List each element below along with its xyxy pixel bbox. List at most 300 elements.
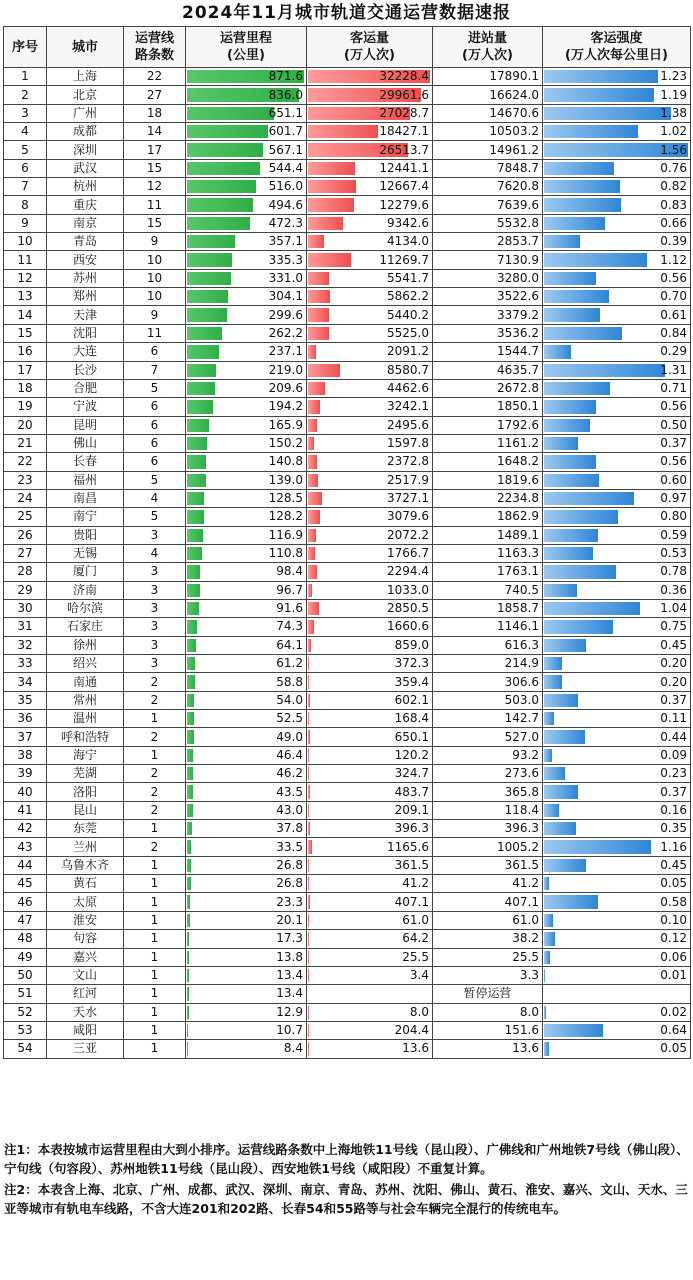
entries-cell: 616.3	[433, 636, 543, 654]
intensity-cell	[543, 985, 691, 1003]
ridership-cell	[307, 159, 433, 177]
mileage-cell-value: 110.8	[268, 546, 303, 561]
intensity-cell-value: 0.84	[660, 325, 687, 340]
ridership-cell-value: 2517.9	[387, 472, 429, 487]
intensity-cell	[543, 636, 691, 654]
city-name: 文山	[47, 966, 124, 984]
mileage-cell	[186, 728, 307, 746]
entries-cell: 118.4	[433, 801, 543, 819]
city-name: 合肥	[47, 379, 124, 397]
intensity-cell-value: 0.02	[660, 1004, 687, 1019]
row-number: 10	[4, 233, 47, 251]
table-row	[4, 875, 691, 893]
city-name: 贵阳	[47, 526, 124, 544]
ridership-cell	[307, 636, 433, 654]
ridership-cell-value: 1597.8	[387, 436, 429, 451]
ridership-cell	[307, 104, 433, 122]
table-row	[4, 68, 691, 86]
city-name: 红河	[47, 985, 124, 1003]
city-name: 北京	[47, 86, 124, 104]
city-name: 武汉	[47, 159, 124, 177]
line-count: 27	[124, 86, 186, 104]
entries-cell: 2853.7	[433, 233, 543, 251]
row-number: 13	[4, 288, 47, 306]
row-number: 23	[4, 471, 47, 489]
entries-cell: 740.5	[433, 581, 543, 599]
mileage-cell	[186, 911, 307, 929]
line-count: 10	[124, 251, 186, 269]
row-number: 21	[4, 434, 47, 452]
intensity-cell-value: 0.20	[660, 656, 687, 671]
ridership-cell-value: 4134.0	[387, 234, 429, 249]
mileage-cell-value: 33.5	[276, 839, 303, 854]
row-number: 12	[4, 269, 47, 287]
ridership-cell	[307, 416, 433, 434]
row-number: 42	[4, 820, 47, 838]
intensity-cell-value: 1.31	[660, 362, 687, 377]
table-row	[4, 691, 691, 709]
intensity-cell-value: 0.12	[660, 931, 687, 946]
intensity-cell	[543, 526, 691, 544]
table-row	[4, 196, 691, 214]
ridership-cell	[307, 783, 433, 801]
entries-cell: 1161.2	[433, 434, 543, 452]
city-name: 西安	[47, 251, 124, 269]
entries-cell: 8.0	[433, 1003, 543, 1021]
ridership-cell	[307, 673, 433, 691]
ridership-cell-value: 396.3	[394, 821, 429, 836]
intensity-cell-value: 0.05	[660, 876, 687, 891]
intensity-cell-value: 1.23	[660, 69, 687, 84]
ridership-cell-value: 3.4	[409, 968, 429, 983]
intensity-cell	[543, 691, 691, 709]
ridership-cell-value: 650.1	[394, 729, 429, 744]
row-number: 35	[4, 691, 47, 709]
table-row	[4, 911, 691, 929]
entries-cell: 2672.8	[433, 379, 543, 397]
mileage-cell-value: 567.1	[268, 142, 303, 157]
ridership-cell-value: 5541.7	[387, 270, 429, 285]
intensity-cell	[543, 544, 691, 562]
mileage-cell-value: 128.2	[268, 509, 303, 524]
ridership-cell-value: 5862.2	[387, 289, 429, 304]
ridership-cell	[307, 398, 433, 416]
ridership-cell-value: 2294.4	[387, 564, 429, 579]
table-row	[4, 746, 691, 764]
ridership-cell	[307, 893, 433, 911]
mileage-cell	[186, 1021, 307, 1039]
entries-cell: 361.5	[433, 856, 543, 874]
intensity-cell-value: 0.80	[660, 509, 687, 524]
intensity-cell-value: 0.97	[660, 491, 687, 506]
row-number: 40	[4, 783, 47, 801]
ridership-cell-value: 64.2	[402, 931, 429, 946]
city-name: 乌鲁木齐	[47, 856, 124, 874]
line-count: 15	[124, 159, 186, 177]
line-count: 5	[124, 508, 186, 526]
mileage-cell	[186, 196, 307, 214]
intensity-cell-value: 0.70	[660, 289, 687, 304]
mileage-cell-value: 836.0	[268, 87, 303, 102]
mileage-cell	[186, 141, 307, 159]
line-count: 3	[124, 563, 186, 581]
ridership-cell	[307, 728, 433, 746]
intensity-cell	[543, 1040, 691, 1058]
ridership-cell-value: 361.5	[394, 857, 429, 872]
table-row	[4, 141, 691, 159]
entries-cell: 407.1	[433, 893, 543, 911]
row-number: 39	[4, 765, 47, 783]
line-count: 3	[124, 581, 186, 599]
line-count: 1	[124, 985, 186, 1003]
intensity-cell-value: 1.16	[660, 839, 687, 854]
line-count: 6	[124, 398, 186, 416]
intensity-cell-value: 0.36	[660, 582, 687, 597]
mileage-cell	[186, 544, 307, 562]
intensity-cell	[543, 728, 691, 746]
table-row	[4, 655, 691, 673]
line-count: 3	[124, 599, 186, 617]
line-count: 2	[124, 728, 186, 746]
ridership-cell-value: 1766.7	[387, 546, 429, 561]
intensity-cell-value: 0.16	[660, 802, 687, 817]
ridership-cell	[307, 1003, 433, 1021]
ridership-cell	[307, 141, 433, 159]
mileage-cell-value: 10.7	[276, 1023, 303, 1038]
mileage-cell	[186, 398, 307, 416]
ridership-cell	[307, 453, 433, 471]
city-name: 东莞	[47, 820, 124, 838]
row-number: 2	[4, 86, 47, 104]
table-row	[4, 985, 691, 1003]
table-row	[4, 801, 691, 819]
entries-cell: 7639.6	[433, 196, 543, 214]
intensity-cell	[543, 673, 691, 691]
intensity-cell	[543, 196, 691, 214]
mileage-cell	[186, 838, 307, 856]
line-count: 11	[124, 196, 186, 214]
line-count: 2	[124, 838, 186, 856]
intensity-cell	[543, 251, 691, 269]
intensity-cell-value: 0.05	[660, 1041, 687, 1056]
intensity-cell-value: 0.45	[660, 857, 687, 872]
ridership-cell-value: 1033.0	[387, 582, 429, 597]
ridership-cell-value: 12279.6	[379, 197, 429, 212]
entries-cell: 1544.7	[433, 343, 543, 361]
intensity-cell	[543, 581, 691, 599]
row-number: 5	[4, 141, 47, 159]
mileage-cell	[186, 930, 307, 948]
row-number: 46	[4, 893, 47, 911]
line-count: 11	[124, 324, 186, 342]
ridership-cell	[307, 434, 433, 452]
line-count: 10	[124, 288, 186, 306]
mileage-cell	[186, 856, 307, 874]
suspended-status: 暂停运营	[433, 985, 543, 1003]
intensity-cell	[543, 508, 691, 526]
ridership-cell	[307, 269, 433, 287]
ridership-cell-value: 26513.7	[379, 142, 429, 157]
mileage-cell	[186, 471, 307, 489]
entries-cell: 4635.7	[433, 361, 543, 379]
intensity-cell-value: 0.83	[660, 197, 687, 212]
table-row	[4, 930, 691, 948]
mileage-cell-value: 194.2	[268, 399, 303, 414]
table-row	[4, 398, 691, 416]
ridership-cell-value: 602.1	[394, 692, 429, 707]
row-number: 47	[4, 911, 47, 929]
line-count: 3	[124, 618, 186, 636]
ridership-cell-value: 324.7	[394, 766, 429, 781]
row-number: 34	[4, 673, 47, 691]
city-name: 南通	[47, 673, 124, 691]
mileage-cell	[186, 655, 307, 673]
intensity-cell	[543, 159, 691, 177]
mileage-cell	[186, 324, 307, 342]
ridership-cell-value: 5440.2	[387, 307, 429, 322]
mileage-cell	[186, 434, 307, 452]
entries-cell: 3522.6	[433, 288, 543, 306]
mileage-cell-value: 516.0	[268, 179, 303, 194]
table-row	[4, 728, 691, 746]
row-number: 17	[4, 361, 47, 379]
header-intensity: 客运强度 (万人次每公里日)	[543, 27, 691, 68]
line-count: 6	[124, 453, 186, 471]
row-number: 52	[4, 1003, 47, 1021]
intensity-cell	[543, 288, 691, 306]
intensity-cell-value: 0.20	[660, 674, 687, 689]
mileage-cell-value: 128.5	[268, 491, 303, 506]
row-number: 24	[4, 489, 47, 507]
mileage-cell-value: 150.2	[268, 436, 303, 451]
city-name: 淮安	[47, 911, 124, 929]
mileage-cell	[186, 453, 307, 471]
city-name: 郑州	[47, 288, 124, 306]
ridership-cell	[307, 68, 433, 86]
intensity-cell-value: 1.02	[660, 124, 687, 139]
row-number: 25	[4, 508, 47, 526]
mileage-cell	[186, 948, 307, 966]
table-row	[4, 159, 691, 177]
table-row	[4, 673, 691, 691]
intensity-cell	[543, 948, 691, 966]
table-row	[4, 948, 691, 966]
mileage-cell-value: 54.0	[276, 692, 303, 707]
intensity-cell	[543, 416, 691, 434]
row-number: 51	[4, 985, 47, 1003]
row-number: 37	[4, 728, 47, 746]
intensity-cell	[543, 343, 691, 361]
city-name: 绍兴	[47, 655, 124, 673]
table-row	[4, 288, 691, 306]
ridership-cell	[307, 765, 433, 783]
mileage-cell	[186, 875, 307, 893]
intensity-cell	[543, 875, 691, 893]
intensity-cell-value: 1.12	[660, 252, 687, 267]
table-row	[4, 893, 691, 911]
mileage-cell	[186, 563, 307, 581]
table-row	[4, 1040, 691, 1058]
intensity-cell	[543, 141, 691, 159]
ridership-cell	[307, 343, 433, 361]
line-count: 10	[124, 269, 186, 287]
table-row	[4, 306, 691, 324]
ridership-cell	[307, 379, 433, 397]
line-count: 22	[124, 68, 186, 86]
city-name: 长沙	[47, 361, 124, 379]
mileage-cell-value: 544.4	[268, 160, 303, 175]
mileage-cell	[186, 214, 307, 232]
table-row	[4, 856, 691, 874]
intensity-cell	[543, 398, 691, 416]
row-number: 36	[4, 710, 47, 728]
line-count: 1	[124, 930, 186, 948]
row-number: 32	[4, 636, 47, 654]
city-name: 太原	[47, 893, 124, 911]
ridership-cell-value: 1660.6	[387, 619, 429, 634]
line-count: 1	[124, 1021, 186, 1039]
mileage-cell	[186, 1003, 307, 1021]
mileage-cell-value: 299.6	[268, 307, 303, 322]
intensity-cell	[543, 214, 691, 232]
table-row	[4, 636, 691, 654]
mileage-cell	[186, 801, 307, 819]
row-number: 44	[4, 856, 47, 874]
table-row	[4, 123, 691, 141]
entries-cell: 10503.2	[433, 123, 543, 141]
entries-cell: 1763.1	[433, 563, 543, 581]
city-name: 大连	[47, 343, 124, 361]
ridership-cell-value: 25.5	[402, 949, 429, 964]
ridership-cell	[307, 563, 433, 581]
mileage-cell	[186, 68, 307, 86]
table-row	[4, 379, 691, 397]
table-row	[4, 710, 691, 728]
ridership-cell	[307, 324, 433, 342]
entries-cell: 3379.2	[433, 306, 543, 324]
ridership-cell	[307, 361, 433, 379]
city-name: 深圳	[47, 141, 124, 159]
entries-cell: 1146.1	[433, 618, 543, 636]
intensity-cell	[543, 930, 691, 948]
intensity-cell-value: 0.10	[660, 912, 687, 927]
table-row	[4, 343, 691, 361]
ridership-cell-value: 3242.1	[387, 399, 429, 414]
ridership-cell-value: 209.1	[394, 802, 429, 817]
intensity-cell-value: 0.39	[660, 234, 687, 249]
mileage-cell	[186, 526, 307, 544]
table-row	[4, 251, 691, 269]
mileage-cell-value: 23.3	[276, 894, 303, 909]
city-name: 南宁	[47, 508, 124, 526]
line-count: 3	[124, 636, 186, 654]
ridership-cell	[307, 875, 433, 893]
intensity-cell-value: 0.58	[660, 894, 687, 909]
row-number: 33	[4, 655, 47, 673]
mileage-cell	[186, 636, 307, 654]
city-name: 重庆	[47, 196, 124, 214]
table-row	[4, 453, 691, 471]
ridership-cell	[307, 1040, 433, 1058]
ridership-cell	[307, 985, 433, 1003]
ridership-cell	[307, 820, 433, 838]
ridership-cell-value: 4462.6	[387, 381, 429, 396]
ridership-cell	[307, 966, 433, 984]
intensity-cell-value: 1.56	[660, 142, 687, 157]
ridership-cell-value: 27028.7	[379, 105, 429, 120]
mileage-cell	[186, 233, 307, 251]
mileage-cell-value: 52.5	[276, 711, 303, 726]
mileage-cell-value: 237.1	[268, 344, 303, 359]
ridership-cell	[307, 948, 433, 966]
ridership-cell-value: 3727.1	[387, 491, 429, 506]
ridership-cell-value: 407.1	[394, 894, 429, 909]
mileage-cell	[186, 820, 307, 838]
entries-cell: 365.8	[433, 783, 543, 801]
city-name: 呼和浩特	[47, 728, 124, 746]
city-name: 石家庄	[47, 618, 124, 636]
intensity-cell-value: 0.37	[660, 784, 687, 799]
intensity-cell-value: 0.37	[660, 436, 687, 451]
ridership-cell-value: 5525.0	[387, 325, 429, 340]
intensity-cell	[543, 123, 691, 141]
ridership-cell-value: 204.4	[394, 1023, 429, 1038]
ridership-cell	[307, 710, 433, 728]
header-mileage: 运营里程 (公里)	[186, 27, 307, 68]
mileage-cell	[186, 379, 307, 397]
ridership-cell-value: 8580.7	[387, 362, 429, 377]
ridership-cell-value: 61.0	[402, 912, 429, 927]
intensity-cell-value: 0.56	[660, 399, 687, 414]
mileage-cell-value: 26.8	[276, 876, 303, 891]
line-count: 12	[124, 178, 186, 196]
mileage-cell-value: 49.0	[276, 729, 303, 744]
intensity-cell-value: 0.78	[660, 564, 687, 579]
row-number: 53	[4, 1021, 47, 1039]
line-count: 1	[124, 1003, 186, 1021]
city-name: 徐州	[47, 636, 124, 654]
entries-cell: 1489.1	[433, 526, 543, 544]
line-count: 1	[124, 875, 186, 893]
intensity-cell	[543, 324, 691, 342]
entries-cell: 1819.6	[433, 471, 543, 489]
ridership-cell	[307, 1021, 433, 1039]
intensity-cell	[543, 801, 691, 819]
table-row	[4, 489, 691, 507]
table-row	[4, 526, 691, 544]
intensity-cell	[543, 86, 691, 104]
entries-cell: 3280.0	[433, 269, 543, 287]
table-row	[4, 214, 691, 232]
mileage-cell-value: 43.0	[276, 802, 303, 817]
intensity-cell	[543, 893, 691, 911]
ridership-cell	[307, 251, 433, 269]
intensity-cell-value: 0.50	[660, 417, 687, 432]
line-count: 18	[124, 104, 186, 122]
ridership-cell-value: 359.4	[394, 674, 429, 689]
intensity-cell	[543, 838, 691, 856]
line-count: 3	[124, 526, 186, 544]
table-row	[4, 471, 691, 489]
mileage-cell-value: 17.3	[276, 931, 303, 946]
table-row	[4, 563, 691, 581]
ridership-cell	[307, 856, 433, 874]
mileage-cell-value: 209.6	[268, 381, 303, 396]
city-name: 广州	[47, 104, 124, 122]
ridership-cell	[307, 581, 433, 599]
mileage-cell	[186, 104, 307, 122]
row-number: 28	[4, 563, 47, 581]
